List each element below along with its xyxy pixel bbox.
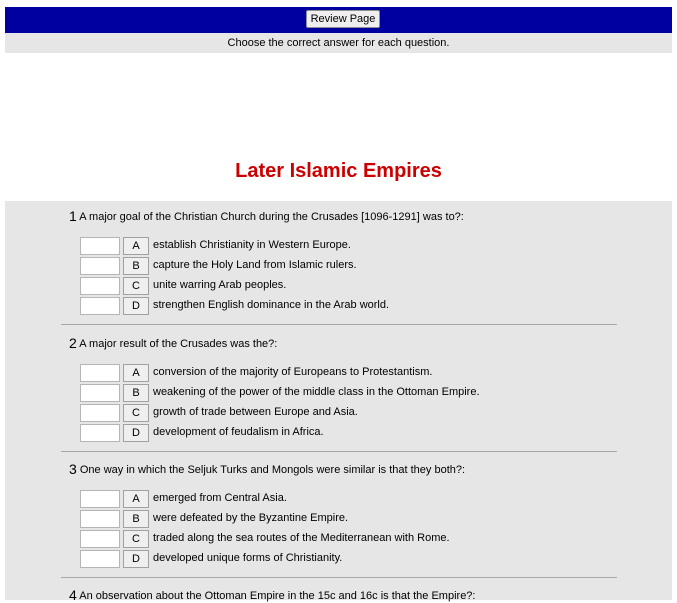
quiz-content bbox=[5, 201, 672, 603]
answer-input[interactable] bbox=[80, 510, 120, 528]
option-b-button[interactable]: B bbox=[123, 384, 149, 402]
page-title: Later Islamic Empires bbox=[235, 160, 442, 182]
answer-input[interactable] bbox=[80, 297, 120, 315]
option-text: development of feudalism in Africa. bbox=[153, 426, 324, 438]
question-header bbox=[69, 461, 465, 477]
option-a-button[interactable]: A bbox=[123, 364, 149, 382]
option-text: emerged from Central Asia. bbox=[153, 492, 287, 504]
answer-input[interactable] bbox=[80, 384, 120, 402]
option-text: growth of trade between Europe and Asia. bbox=[153, 406, 358, 418]
question-number: 1 bbox=[69, 208, 77, 224]
option-text: developed unique forms of Christianity. bbox=[153, 552, 343, 564]
question-number: 2 bbox=[69, 335, 77, 351]
option-b-button[interactable]: B bbox=[123, 510, 149, 528]
answer-input[interactable] bbox=[80, 404, 120, 422]
answer-input[interactable] bbox=[80, 237, 120, 255]
option-c-button[interactable]: C bbox=[123, 277, 149, 295]
option-text: were defeated by the Byzantine Empire. bbox=[153, 512, 349, 524]
question-header bbox=[69, 208, 464, 224]
question-text: An observation about the Ottoman Empire in the 15c and 16c is that the Empire?: bbox=[79, 590, 476, 602]
option-c-button[interactable]: C bbox=[123, 530, 149, 548]
review-page-button[interactable]: Review Page bbox=[306, 10, 380, 28]
question-text: A major goal of the Christian Church during the Crusades [1096-1291] was to?: bbox=[79, 211, 464, 223]
instructions-bar bbox=[5, 33, 672, 53]
question-text: A major result of the Crusades was the?: bbox=[79, 338, 278, 350]
top-toolbar bbox=[5, 7, 672, 33]
instructions-text: Choose the correct answer for each question. bbox=[227, 37, 450, 49]
option-a-button[interactable]: A bbox=[123, 237, 149, 255]
question-divider bbox=[61, 451, 617, 452]
answer-input[interactable] bbox=[80, 490, 120, 508]
option-text: establish Christianity in Western Europe. bbox=[153, 239, 351, 251]
option-text: conversion of the majority of Europeans to Protestantism. bbox=[153, 366, 433, 378]
option-d-button[interactable]: D bbox=[123, 550, 149, 568]
answer-input[interactable] bbox=[80, 550, 120, 568]
question-number: 3 bbox=[69, 461, 77, 477]
option-a-button[interactable]: A bbox=[123, 490, 149, 508]
option-text: strengthen English dominance in the Arab world. bbox=[153, 299, 390, 311]
answer-input[interactable] bbox=[80, 257, 120, 275]
question-divider bbox=[61, 324, 617, 325]
option-text: unite warring Arab peoples. bbox=[153, 279, 287, 291]
question-number: 4 bbox=[69, 587, 77, 603]
question-header bbox=[69, 587, 475, 603]
question-divider bbox=[61, 577, 617, 578]
option-d-button[interactable]: D bbox=[123, 424, 149, 442]
option-d-button[interactable]: D bbox=[123, 297, 149, 315]
answer-input[interactable] bbox=[80, 277, 120, 295]
answer-input[interactable] bbox=[80, 530, 120, 548]
option-b-button[interactable]: B bbox=[123, 257, 149, 275]
option-text: weakening of the power of the middle class in the Ottoman Empire. bbox=[153, 386, 480, 398]
option-text: capture the Holy Land from Islamic rulers. bbox=[153, 259, 357, 271]
option-text: traded along the sea routes of the Mediterranean with Rome. bbox=[153, 532, 450, 544]
question-text: One way in which the Seljuk Turks and Mongols were similar is that they both?: bbox=[79, 464, 466, 476]
answer-input[interactable] bbox=[80, 424, 120, 442]
question-header bbox=[69, 335, 277, 351]
option-c-button[interactable]: C bbox=[123, 404, 149, 422]
answer-input[interactable] bbox=[80, 364, 120, 382]
